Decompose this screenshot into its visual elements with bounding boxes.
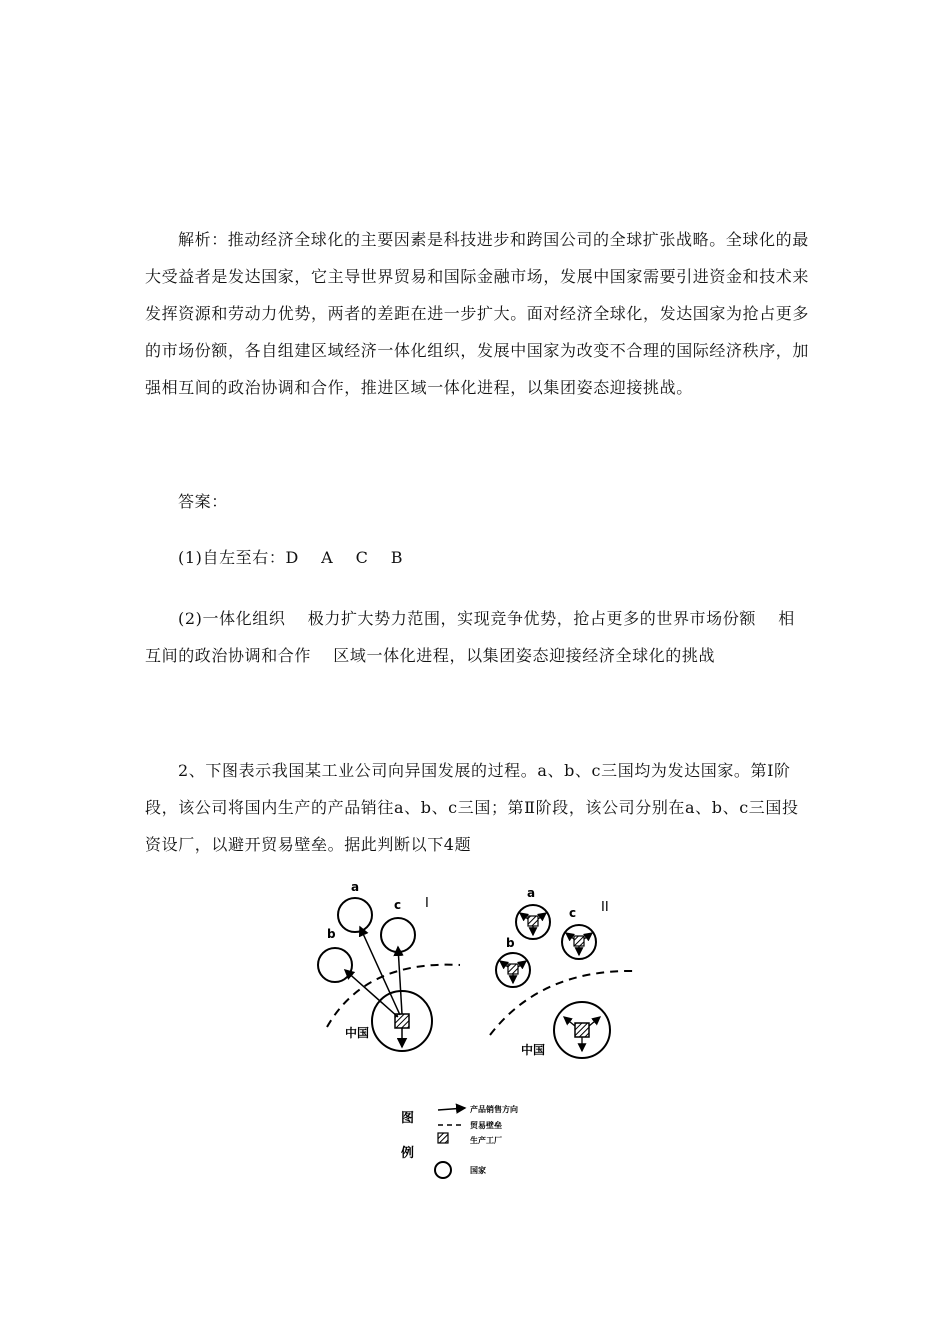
country-b-with-factory bbox=[496, 953, 530, 987]
legend-arrow-symbol bbox=[438, 1108, 465, 1110]
question-2-text: 2、下图表示我国某工业公司向异国发展的过程。a、b、c三国均为发达国家。第Ⅰ阶段，该公司将国内生产的产品销往a、b、c三国；第Ⅱ阶段，该公司分别在a、b、c三国投资设厂，以避开贸易壁垒。据此判断以下4题 bbox=[145, 761, 799, 854]
country-c-with-factory bbox=[562, 925, 596, 959]
country-a-label: a bbox=[527, 886, 536, 900]
legend bbox=[401, 1104, 518, 1178]
trade-barrier-line bbox=[490, 971, 633, 1035]
country-a-circle bbox=[338, 898, 372, 932]
country-b-label: b bbox=[327, 927, 336, 941]
answer-part-1: (1)自左至右：D A C B bbox=[178, 548, 404, 567]
sales-arrow-c bbox=[398, 947, 402, 1014]
stage-2-diagram bbox=[490, 886, 633, 1058]
china-label: 中国 bbox=[521, 1043, 546, 1057]
legend-country-label: 国家 bbox=[470, 1166, 486, 1175]
trade-barrier-line bbox=[327, 965, 460, 1027]
stage-2-label: II bbox=[601, 900, 609, 915]
china-label: 中国 bbox=[345, 1026, 370, 1040]
answer-part-2: (2)一体化组织 极力扩大势力范围，实现竞争优势，抢占更多的世界市场份额 相互间的政治协调和合作 区域一体化进程，以集团姿态迎接经济全球化的挑战 bbox=[145, 609, 795, 665]
legend-arrow-label: 产品销售方向 bbox=[470, 1105, 518, 1114]
legend-country-symbol bbox=[435, 1162, 451, 1178]
legend-dash-label: 贸易壁垒 bbox=[470, 1121, 502, 1130]
legend-title-top: 图 bbox=[401, 1111, 415, 1126]
country-c-circle bbox=[381, 918, 415, 952]
country-a-with-factory bbox=[516, 905, 550, 939]
legend-factory-symbol bbox=[438, 1133, 448, 1143]
country-c-label: c bbox=[569, 906, 577, 920]
legend-title-bottom: 例 bbox=[401, 1146, 415, 1161]
stage-1-label: I bbox=[425, 896, 429, 911]
country-c-label: c bbox=[394, 898, 402, 912]
country-b-label: b bbox=[506, 936, 515, 950]
country-b-circle bbox=[318, 948, 352, 982]
legend-factory-label: 生产工厂 bbox=[470, 1136, 502, 1145]
analysis-paragraph: 解析：推动经济全球化的主要因素是科技进步和跨国公司的全球扩张战略。全球化的最大受益者是发达国家，它主导世界贸易和国际金融市场，发展中国家需要引进资金和技术来发挥资源和劳动力优势，两者的差距在进一步扩大。面对经济全球化，发达国家为抢占更多的市场份额，各自组建区域经济一体化组织，发展中国家为改变不合理的国际经济秩序，加强相互间的政治协调和合作，推进区域一体化进程，以集团姿态迎接挑战。 bbox=[145, 230, 810, 397]
answer-label: 答案： bbox=[178, 492, 228, 511]
stage-1-diagram bbox=[318, 880, 460, 1051]
globalization-diagram bbox=[305, 875, 645, 1185]
china-with-factory bbox=[554, 1002, 610, 1058]
country-a-label: a bbox=[351, 880, 360, 894]
